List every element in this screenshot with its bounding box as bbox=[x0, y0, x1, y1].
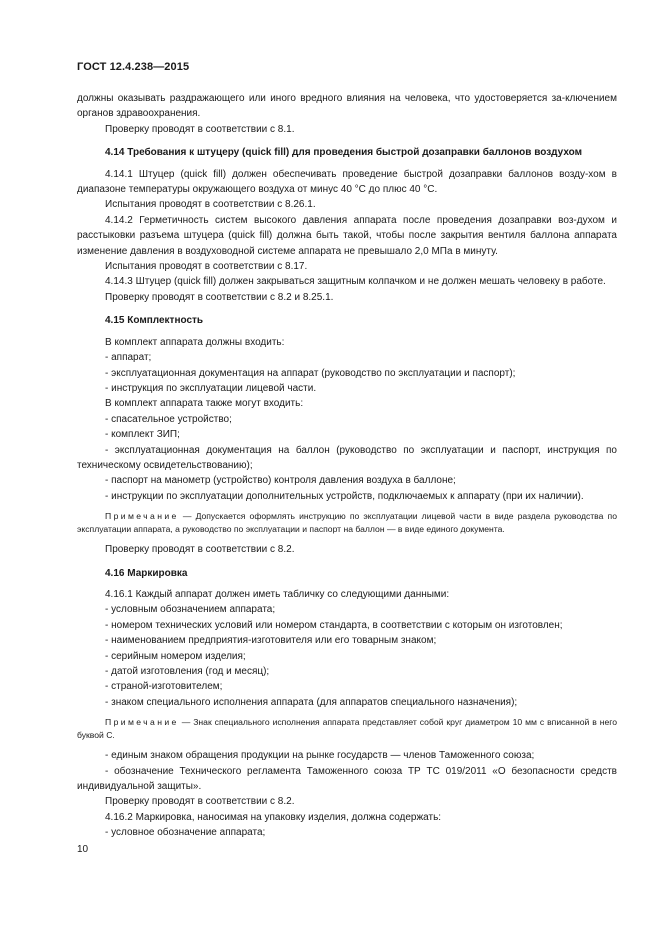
list-item: - единым знаком обращения продукции на рынке государств — членов Таможенного союза; bbox=[105, 750, 535, 762]
list-item: - инструкции по эксплуатации дополнительных устройств, подключаемых к аппарату (при их наличии). bbox=[105, 490, 584, 502]
note-text: — Допускается оформлять инструкцию по эксплуатации лицевой части в виде раздела руководства по эксплуатации аппарата, а руководство по эксплуатации и паспорт на баллон — в виде единого документа. bbox=[77, 511, 617, 535]
paragraph: 4.16.2 Маркировка, наносимая на упаковку изделия, должна содержать: bbox=[105, 811, 442, 823]
paragraph: Испытания проводят в соответствии с 8.26.1. bbox=[105, 199, 316, 211]
paragraph: Проверку проводят в соответствии с 8.1. bbox=[105, 123, 295, 135]
list-item: - аппарат; bbox=[105, 352, 152, 364]
paragraph: Проверку проводят в соответствии с 8.2. bbox=[105, 796, 295, 808]
section-heading-4-14: 4.14 Требования к штуцеру (quick fill) для проведения быстрой дозаправки баллонов воздухом bbox=[105, 147, 583, 159]
paragraph: Испытания проводят в соответствии с 8.17. bbox=[105, 261, 308, 273]
page-number: 10 bbox=[77, 844, 89, 855]
paragraph: В комплект аппарата должны входить: bbox=[105, 336, 285, 348]
paragraph: 4.16.1 Каждый аппарат должен иметь табличку со следующими данными: bbox=[105, 588, 450, 600]
list-item: - страной-изготовителем; bbox=[105, 681, 223, 693]
list-item: - серийным номером изделия; bbox=[105, 650, 246, 662]
list-item: - датой изготовления (год и месяц); bbox=[105, 666, 270, 677]
paragraph: должны оказывать раздражающего или иного вредного влияния на человека, что удостоверяется за-ключением органов здравоохранения. bbox=[77, 93, 617, 120]
paragraph: Проверку проводят в соответствии с 8.2. bbox=[105, 544, 295, 556]
list-item: - эксплуатационная документация на баллон (руководство по эксплуатации и паспорт, инструкция по техническому освидетельствованию); bbox=[77, 444, 617, 471]
paragraph: Проверку проводят в соответствии с 8.2 и 8.25.1. bbox=[105, 291, 334, 303]
document-header: ГОСТ 12.4.238—2015 bbox=[77, 61, 190, 73]
section-heading-4-15: 4.15 Комплектность bbox=[105, 315, 204, 327]
note-text: — Знак специального исполнения аппарата представляет собой круг диаметром 10 мм с вписанной в него буквой С. bbox=[77, 717, 617, 741]
list-item: - знаком специального исполнения аппарата (для аппаратов специального назначения); bbox=[105, 696, 518, 708]
list-item: - комплект ЗИП; bbox=[105, 429, 180, 441]
list-item: - обозначение Технического регламента Таможенного союза ТР ТС 019/2011 «О безопасности средств индивидуальной защиты». bbox=[77, 765, 617, 793]
note-label: Примечание bbox=[105, 717, 179, 728]
list-item: - наименованием предприятия-изготовителя или его товарным знаком; bbox=[105, 635, 437, 647]
list-item: - инструкция по эксплуатации лицевой части. bbox=[105, 382, 317, 394]
note-1 bbox=[77, 510, 617, 536]
paragraph: 4.14.3 Штуцер (quick fill) должен закрываться защитным колпачком и не должен мешать человеку в работе. bbox=[105, 276, 606, 288]
section-heading-4-16: 4.16 Маркировка bbox=[105, 567, 188, 579]
document-body bbox=[77, 91, 617, 841]
list-item: - спасательное устройство; bbox=[105, 413, 232, 425]
list-item: - условное обозначение аппарата; bbox=[105, 827, 266, 839]
note-2 bbox=[77, 716, 617, 742]
list-item: - условным обозначением аппарата; bbox=[105, 604, 276, 616]
list-item: - паспорт на манометр (устройство) контроля давления воздуха в баллоне; bbox=[105, 475, 456, 487]
paragraph: 4.14.2 Герметичность систем высокого давления аппарата после проведения дозаправки воз-духом и расстыковки разъема штуцера (quick fill) должна быть такой, чтобы после закрытия вентиля баллона аппарата изменение давления в воздуховодной системе аппарата не превышало 2,0 МПа в минуту. bbox=[77, 214, 617, 257]
paragraph: 4.14.1 Штуцер (quick fill) должен обеспечивать проведение быстрой дозаправки баллонов возду-хом в диапазоне температуры окружающего воздуха от минус 40 °С до плюс 40 °С. bbox=[77, 168, 617, 196]
list-item: - эксплуатационная документация на аппарат (руководство по эксплуатации и паспорт); bbox=[105, 367, 516, 379]
paragraph: В комплект аппарата также могут входить: bbox=[105, 398, 304, 410]
list-item: - номером технических условий или номером стандарта, в соответствии с которым он изготовлен; bbox=[105, 619, 563, 631]
note-label: Примечание bbox=[105, 511, 179, 522]
